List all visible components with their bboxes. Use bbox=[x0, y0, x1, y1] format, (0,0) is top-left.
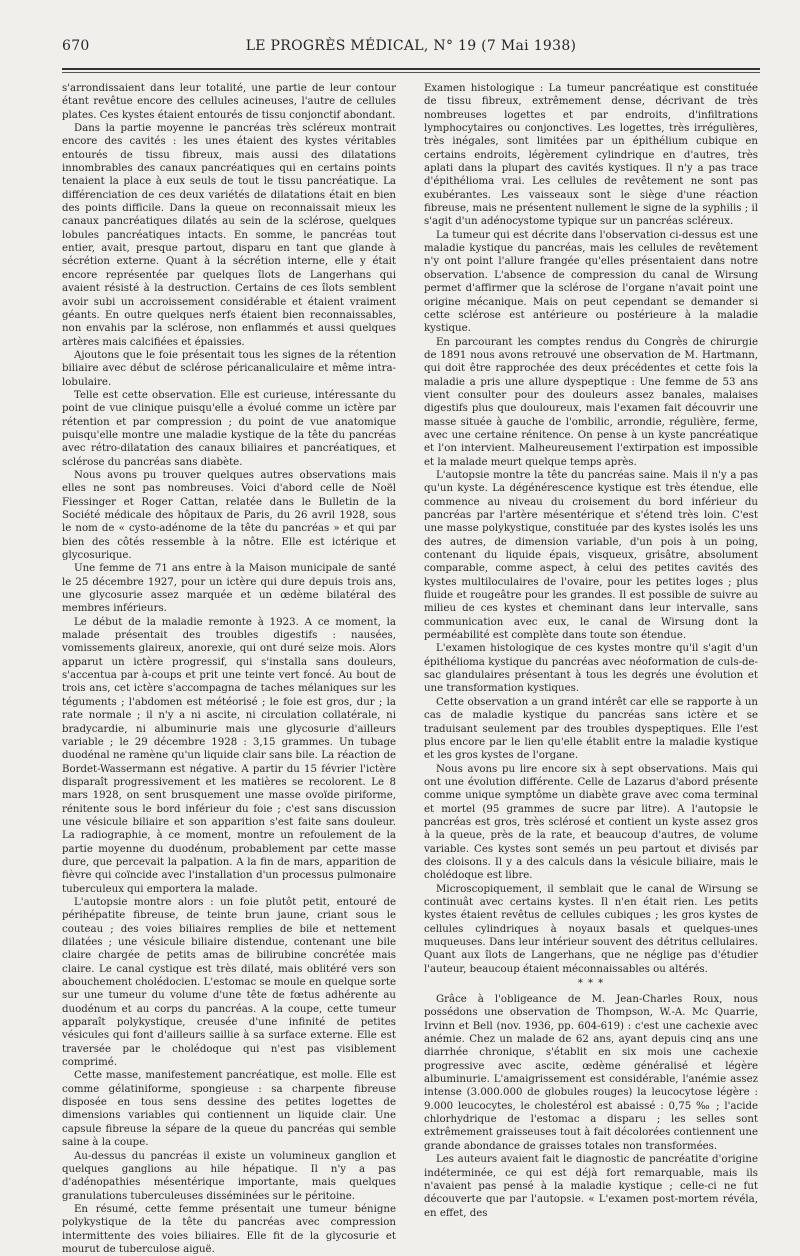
paragraph: En parcourant les comptes rendus du Congrès de chirurgie de 1891 nous avons retrouvé une observation de M. Hartmann, qui doit être rapprochée des deux précédentes et cette fois la maladie a pris une allure dyspeptique : Une femme de 53 ans vient consulter pour des douleurs assez banales, malaises digestifs plus que douloureux, mais l'examen fait découvrir une masse située à gauche de l'ombilic, arrondie, régulière, ferme, avec une certaine rénitence. On pense à un kyste pancréatique et l'on intervient. Malheureusement l'extirpation est impossible et la malade meurt quelque temps après. bbox=[424, 336, 758, 468]
header-rule bbox=[62, 68, 760, 70]
right-column bbox=[424, 82, 758, 1219]
paragraph: Grâce à l'obligeance de M. Jean-Charles Roux, nous possédons une observation de Thompson, W.-A. Mc Quarrie, Irvinn et Bell (nov. 1936, pp. 604-619) : c'est une cachexie avec anémie. Chez un malade de 62 ans, ayant depuis cinq ans une diarrhée chronique, s'établit en six mois une cachexie progressive avec ascite, œdème généralisé et légère albuminurie. L'amaigrissement est considérable, l'anémie assez intense (3.000.000 de globules rouges) la leucocytose légère : 9.000 leucocytes, le cholestérol est abaissé : 0,75 ‰ ; l'acide chlorhydrique de l'estomac a disparu ; les selles sont extrêmement graisseuses tout à fait décolorées contiennent une grande abondance de graisses totales non transformées. bbox=[424, 994, 758, 1152]
paragraph: Ajoutons que le foie présentait tous les signes de la rétention biliaire avec début de sclérose péricanaliculaire et même intra-lobulaire. bbox=[62, 349, 396, 388]
paragraph: En résumé, cette femme présentait une tumeur bénigne polykystique de la tête du pancréas avec compression intermittente des voies biliaires. Elle fit de la glycosurie et mourut de tuberculose aiguë. bbox=[62, 1203, 396, 1255]
paragraph: Une femme de 71 ans entre à la Maison municipale de santé le 25 décembre 1927, pour un ictère qui dure depuis trois ans, une glycosurie assez marquée et un œdème bilatéral des membres inférieurs. bbox=[62, 563, 396, 615]
paragraph: s'arrondissaient dans leur totalité, une partie de leur contour étant revêtue encore des cellules acineuses, l'autre de cellules plates. Ces kystes étaient entourés de tissu conjonctif abondant. bbox=[62, 83, 396, 121]
paragraph: L'autopsie montre la tête du pancréas saine. Mais il n'y a pas qu'un kyste. La dégénérescence kystique est très étendue, elle commence au niveau du croisement du bord inférieur du pancréas par l'artère mésentérique et s'étend très loin. C'est une masse polykystique, constituée par des kystes isolés les uns des autres, de dimension variable, d'un pois à un poing, contenant du liquide épais, visqueux, grisâtre, absolument comparable, comme aspect, à celui des petites cavités des kystes multiloculaires de l'ovaire, pour les petites loges ; plus fluide et rougeâtre pour les grandes. Il est possible de suivre au milieu de ces kystes et cheminant dans leur intervalle, sans communication avec eux, le canal de Wirsung dont la perméabilité est complète dans toute son étendue. bbox=[424, 469, 758, 642]
paragraph: Cette observation a un grand intérêt car elle se rapporte à un cas de maladie kystique du pancréas sans ictère et se traduisant seulement par des troubles dyspeptiques. Elle l'est plus encore par le lien qu'elle établit entre la maladie kystique et les gros kystes de l'organe. bbox=[424, 696, 758, 762]
left-column bbox=[62, 82, 396, 1255]
paragraph: Au-dessus du pancréas il existe un volumineux ganglion et quelques ganglions au hile hépatique. Il n'y a pas d'adénopathies mésentérique importante, mais quelques granulations tuberculeuses disséminées sur le péritoine. bbox=[62, 1150, 396, 1202]
paragraph: Dans la partie moyenne le pancréas très scléreux montrait encore des cavités : les unes étaient des kystes véritables entourés de tissu fibreux, mais aussi des dilatations innombrables des canaux pancréatiques qui en certains points tenaient la place à eux seuls de tout le tissu pancréatique. La différenciation de ces deux variétés de dilatations était en bien des points difficile. Dans la queue on reconnaissait mieux les canaux pancréatiques dilatés au sein de la sclérose, quelques lobules pancréatiques intacts. En somme, le pancréas tout entier, avait, presque partout, disparu en tant que glande à sécrétion externe. Quant à la sécrétion interne, elle y était encore représentée par quelques îlots de Langerhans qui avaient résisté à la destruction. Certains de ces îlots semblent avoir subi un accroissement considérable et étaient vraiment géants. En outre quelques nerfs étaient bien reconnaissables, non envahis par la sclérose, non enflammés et aussi quelques artères mais calcifiées et épaissies. bbox=[62, 123, 396, 348]
paragraph: Les auteurs avaient fait le diagnostic de pancréatite d'origine indéterminée, ce qui est déjà fort remarquable, mais ils n'avaient pas pensé à la maladie kystique ; celle-ci ne fut découverte que par l'autopsie. « L'examen post-mortem révéla, en effet, des bbox=[424, 1154, 758, 1219]
page-header bbox=[62, 38, 760, 60]
paragraph: L'examen histologique de ces kystes montre qu'il s'agit d'un épithélioma kystique du pancréas avec néoformation de culs-de-sac glandulaires présentant à tous les degrés une évolution et une transformation kystiques. bbox=[424, 643, 758, 695]
paragraph: Nous avons pu lire encore six à sept observations. Mais qui ont une évolution différente. Celle de Lazarus d'abord présente comme unique symptôme un diabète grave avec coma terminal et mortel (95 grammes de sucre par litre). A l'autopsie le pancréas est gros, très sclérosé et contient un kyste assez gros à la queue, près de la rate, et beaucoup d'autres, de volume variable. Ces kystes sont semés un peu partout et divisés par des cloisons. Il y a des calculs dans la vésicule biliaire, mais le cholédoque est libre. bbox=[424, 763, 758, 882]
paragraph: Le début de la maladie remonte à 1923. A ce moment, la malade présentait des troubles digestifs : nausées, vomissements glaireux, anorexie, qui ont duré seize mois. Alors apparut un ictère progressif, qui s'installa sans douleurs, s'accentua par à-coups et prit une teinte vert foncé. Au bout de trois ans, cet ictère s'accompagna de taches mélaniques sur les téguments ; l'abdomen est météorisé ; le foie est gros, dur ; la rate normale ; il n'y a ni ascite, ni circulation collatérale, ni bradycardie, ni albuminurie mais une glycosurie d'ailleurs variable ; le 29 décembre 1928 : 3,15 grammes. Un tubage duodénal ne ramène qu'un liquide clair sans bile. La réaction de Bordet-Wassermann est négative. A partir du 15 février l'ictère disparaît progressivement et les matières se recolorent. Le 8 mars 1928, on sent brusquement une masse ovoïde piriforme, rénitente sous le bord inférieur du foie ; c'est sans discussion une vésicule biliaire et son apparition s'est faite sans douleur. La radiographie, à ce moment, montre un refoulement de la partie moyenne du duodénum, probablement par cette masse dure, que percevait la palpation. A la fin de mars, apparition de fièvre qui coïncide avec l'installation d'un processus pulmonaire tuberculeux qui emportera la malade. bbox=[62, 616, 396, 895]
paragraph: Cette masse, manifestement pancréatique, est molle. Elle est comme gélatiniforme, spongieuse : sa charpente fibreuse disposée en tous sens dessine des petites logettes de dimensions variables qui contiennent un liquide clair. Une capsule fibreuse la sépare de la queue du pancréas qui semble saine à la coupe. bbox=[62, 1070, 396, 1149]
paragraph: Nous avons pu trouver quelques autres observations mais elles ne sont pas nombreuses. Voici d'abord celle de Noël Fiessinger et Roger Cattan, relatée dans le Bulletin de la Société médicale des hôpitaux de Paris, du 26 avril 1928, sous le nom de « cysto-adénome de la tête du pancréas » et qui par bien des côtés ressemble à la nôtre. Elle est ictérique et glycosurique. bbox=[62, 469, 396, 562]
section-separator: * * * bbox=[577, 978, 605, 990]
paragraph: La tumeur qui est décrite dans l'observation ci-dessus est une maladie kystique du pancréas, mais les cellules de revêtement n'y ont point l'allure frangée qu'elles présentaient dans notre observation. L'absence de compression du canal de Wirsung permet d'affirmer que la sclérose de l'organe n'avait point une origine mécanique. Mais on peut cependant se demander si cette sclérose est antérieure ou postérieure à la maladie kystique. bbox=[424, 229, 758, 335]
page-number: 670 bbox=[62, 38, 90, 54]
paragraph: L'autopsie montre alors : un foie plutôt petit, entouré de périhépatite fibreuse, de teinte brun jaune, criant sous le couteau ; des voies biliaires remplies de bile et nettement dilatées ; une vésicule biliaire distendue, contenant une bile claire chargée de petits amas de bilirubine concrétée mais claire. Le canal cystique est très dilaté, mais oblitéré vers son abouchement cholédocien. L'estomac se moule en quelque sorte sur une tumeur du volume d'une tête de fœtus adhérente au duodénum et au corps du pancréas. A la coupe, cette tumeur apparaît polykystique, creusée d'une infinité de petites vésicules qui font d'ailleurs saillie à sa surface externe. Elle est traversée par le cholédoque qui n'est pas visiblement comprimé. bbox=[62, 896, 396, 1069]
two-column-body bbox=[62, 82, 760, 1255]
paragraph: Telle est cette observation. Elle est curieuse, intéressante du point de vue clinique puisqu'elle a évolué comme un ictère par rétention et par compression ; du point de vue anatomique puisqu'elle montre une maladie kystique de la tête du pancréas avec rétro-dilatation des canaux biliaires et pancréatiques, et sclérose du pancréas sans diabète. bbox=[62, 389, 396, 468]
running-title: LE PROGRÈS MÉDICAL, N° 19 (7 Mai 1938) bbox=[245, 38, 577, 54]
paragraph: Microscopiquement, il semblait que le canal de Wirsung se continuât avec certains kystes. Il n'en était rien. Les petits kystes étaient revêtus de cellules cubiques ; les gros kystes de cellules cylindriques à noyaux basals et quelques-unes muqueuses. Dans leur intérieur souvent des détritus cellulaires. Quant aux îlots de Langerhans, que ne néglige pas d'étudier l'auteur, beaucoup étaient méconnaissables ou altérés. bbox=[424, 883, 758, 975]
paragraph: Examen histologique : La tumeur pancréatique est constituée de tissu fibreux, extrêmement dense, décrivant de très nombreuses logettes et par endroits, d'infiltrations lymphocytaires ou conjonctives. Les logettes, très irrégulières, très inégales, sont limitées par un épithélium cubique en certains endroits, légèrement cylindrique en d'autres, très aplati dans la plupart des cavités kystiques. Il n'y a pas trace d'épithélioma vrai. Les cellules de revêtement ne sont pas exubérantes. Les vaisseaux sont le siège d'une réaction fibreuse, mais ne présentent nullement le signe de la syphilis ; il s'agit d'un adénocystome typique sur un pancréas scléreux. bbox=[424, 83, 758, 228]
header-rule-thin bbox=[62, 72, 760, 73]
